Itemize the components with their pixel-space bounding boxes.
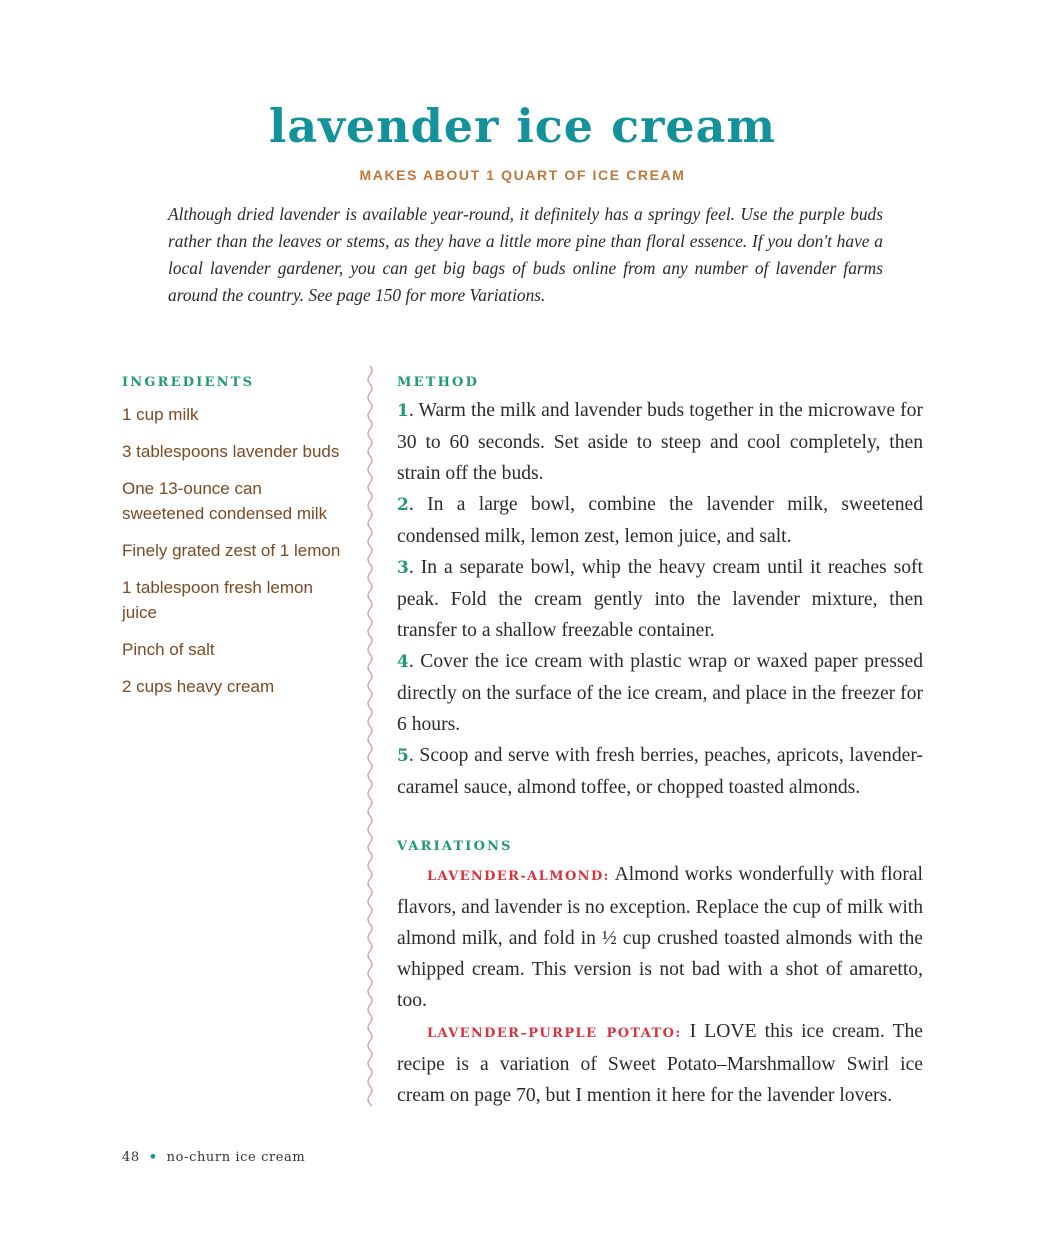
step-text: Warm the milk and lavender buds together in the microwave for 30 to 60 seconds. Set aside to steep and cool completely, then strain off the buds.	[397, 400, 923, 484]
method-section	[397, 374, 923, 803]
ingredients-list	[122, 402, 342, 699]
step-text: Scoop and serve with fresh berries, peaches, apricots, lavender-caramel sauce, almond toffee, or chopped toasted almonds.	[397, 745, 924, 798]
ingredient-item: 2 cups heavy cream	[122, 677, 275, 696]
step-text: Cover the ice cream with plastic wrap or waxed paper pressed directly on the surface of the ice cream, and place in the freezer for 6 hours.	[397, 651, 923, 735]
ingredients-heading: INGREDIENTS	[122, 375, 255, 390]
step-text: In a separate bowl, whip the heavy cream until it reaches soft peak. Fold the cream gently into the lavender mixture, then transfer to a shallow freezable container.	[397, 557, 923, 641]
step-text: In a large bowl, combine the lavender milk, sweetened condensed milk, lemon zest, lemon juice, and salt.	[397, 494, 924, 547]
recipe-intro: Although dried lavender is available year-round, it definitely has a springy feel. Use the purple buds rather than the leaves or stems, as they have a little more pine than floral essence. If you don't have a local lavender gardener, you can get big bags of buds online from any number of lavender farms around the country. See page 150 for more Variations.	[168, 204, 883, 305]
ingredient-item: One 13-ounce can sweetened condensed milk	[122, 479, 328, 523]
variation-text: Almond works wonderfully with floral flavors, and lavender is no exception. Replace the cup of milk with almond milk, and fold in ½ cup crushed toasted almonds with the whipped cream. This version is not bad with a shot of amaretto, too.	[397, 864, 923, 1011]
method-step: 5. Scoop and serve with fresh berries, peaches, apricots, lavender-caramel sauce, almond toffee, or chopped toasted almonds.	[397, 745, 924, 798]
step-number: 5	[397, 746, 409, 766]
variation-text: I LOVE this ice cream. The recipe is a variation of Sweet Potato–Marshmallow Swirl ice cream on page 70, but I mention it here for the lavender lovers.	[397, 1021, 923, 1106]
variation-item	[397, 859, 923, 1016]
step-number: 2	[397, 495, 409, 515]
recipe-yield: MAKES ABOUT 1 QUART OF ICE CREAM	[359, 167, 686, 183]
method-heading: METHOD	[397, 375, 480, 390]
variation-item	[397, 1016, 923, 1111]
variation-label: LAVENDER–PURPLE POTATO:	[427, 1026, 682, 1041]
page-number: 48	[122, 1150, 140, 1165]
method-steps	[397, 395, 923, 803]
method-step: 4. Cover the ice cream with plastic wrap or waxed paper pressed directly on the surface of the ice cream, and place in the freezer for 6 hours.	[397, 651, 923, 735]
book-title: no-churn ice cream	[166, 1150, 306, 1165]
bullet-separator: •	[148, 1150, 158, 1165]
variations-heading: VARIATIONS	[397, 839, 513, 854]
method-step: 2. In a large bowl, combine the lavender milk, sweetened condensed milk, lemon zest, lemon juice, and salt.	[397, 494, 924, 547]
ingredient-item: 1 cup milk	[122, 405, 199, 424]
step-number: 1	[397, 401, 409, 421]
ingredient-item: Finely grated zest of 1 lemon	[122, 541, 341, 560]
variation-label: LAVENDER-ALMOND:	[427, 869, 610, 884]
ingredient-item: 3 tablespoons lavender buds	[122, 442, 340, 461]
wavy-divider-line	[368, 366, 372, 1106]
method-step: 1. Warm the milk and lavender buds together in the microwave for 30 to 60 seconds. Set aside to steep and cool completely, then strain off the buds.	[397, 400, 923, 484]
ingredients-section	[122, 374, 342, 711]
variations-section	[397, 838, 923, 1111]
page-footer	[122, 1150, 305, 1165]
method-step: 3. In a separate bowl, whip the heavy cream until it reaches soft peak. Fold the cream gently into the lavender mixture, then transfer to a shallow freezable container.	[397, 557, 923, 641]
step-number: 3	[397, 558, 409, 578]
wavy-divider	[362, 366, 378, 1106]
recipe-title: lavender ice cream	[268, 99, 777, 153]
ingredient-item: Pinch of salt	[122, 640, 215, 659]
ingredient-item: 1 tablespoon fresh lemon juice	[122, 578, 313, 622]
step-number: 4	[397, 652, 409, 672]
